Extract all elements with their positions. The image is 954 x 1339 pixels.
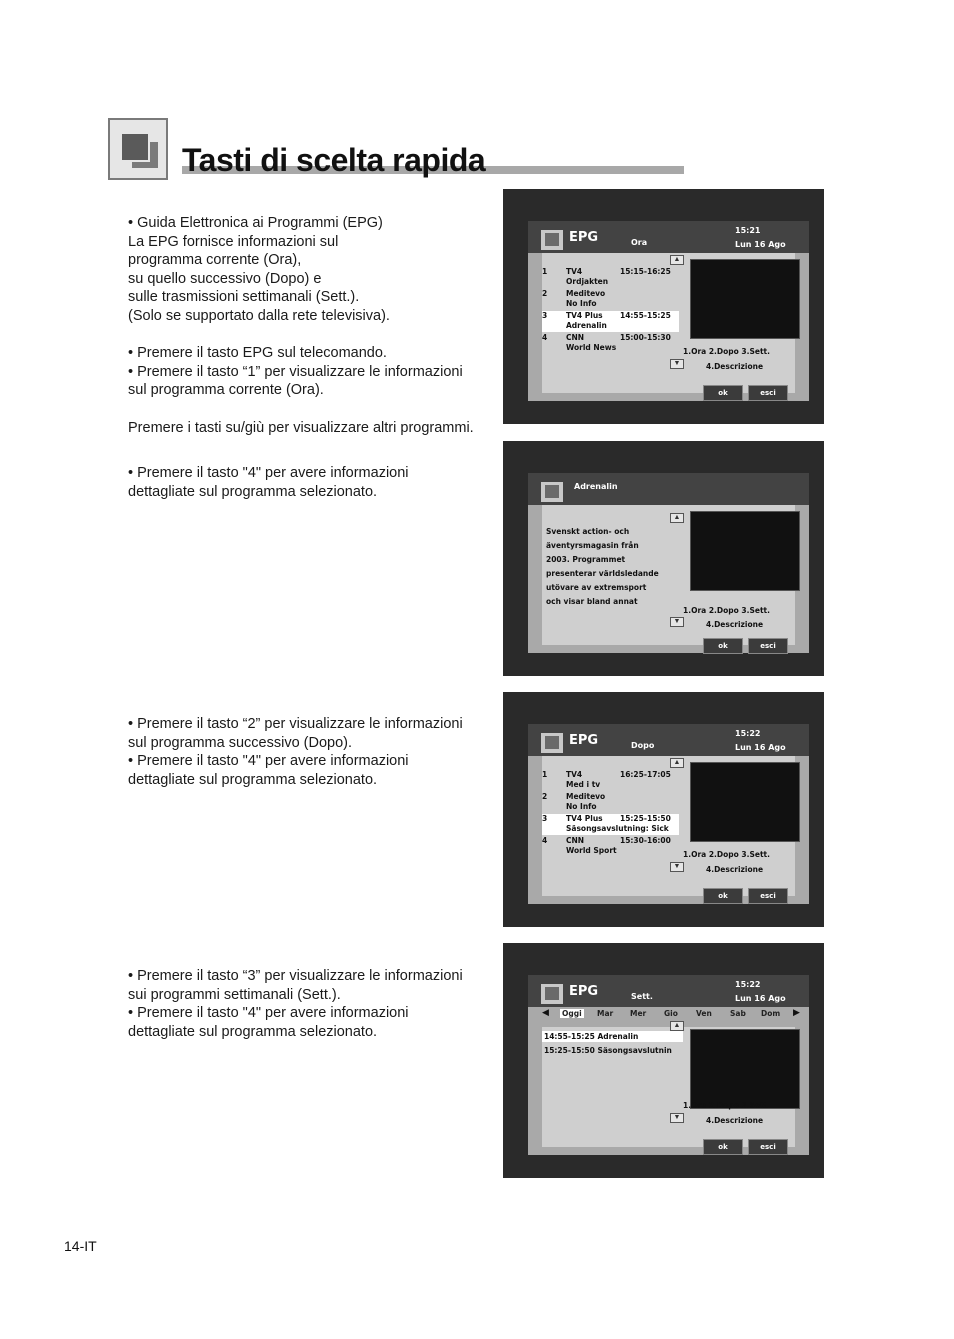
scroll-down-icon[interactable]: ▼ [670, 617, 684, 627]
day-tab[interactable]: Sab [730, 1009, 746, 1018]
epg-icon [541, 482, 563, 502]
text-line: La EPG fornisce informazioni sul [128, 233, 339, 250]
description-line: 2003. Programmet [546, 555, 626, 564]
description-line: äventyrsmagasin från [546, 541, 639, 550]
epg-icon [541, 984, 563, 1004]
scroll-up-icon[interactable]: ▲ [670, 758, 684, 768]
exit-button[interactable]: esci [748, 888, 788, 904]
text-line: • Premere il tasto EPG sul telecomando. [128, 345, 387, 362]
epg-label: EPG [569, 984, 599, 999]
list-item[interactable]: 1 TV4 15:15-16:25 Ordjakten [542, 267, 671, 286]
video-preview [690, 1029, 800, 1109]
text-line: Premere i tasti su/giù per visualizzare altri programmi. [128, 419, 474, 436]
instructions-sett [128, 967, 498, 1041]
text-line: • Premere il tasto “2” per visualizzare le informazioni [128, 716, 463, 732]
help-description: 4.Descrizione [706, 362, 764, 371]
day-tab-selected[interactable]: Oggi [562, 1009, 582, 1018]
description-line: och visar bland annat [546, 597, 638, 606]
mode-label: Dopo [631, 741, 655, 750]
scroll-down-icon[interactable]: ▼ [670, 862, 684, 872]
ok-button[interactable]: ok [703, 1139, 743, 1155]
help-description: 4.Descrizione [706, 1116, 764, 1125]
text-line: sui programmi settimanali (Sett.). [128, 986, 341, 1003]
program-title: Adrenalin [574, 482, 618, 491]
ok-button[interactable]: ok [703, 638, 743, 654]
help-description: 4.Descrizione [706, 620, 764, 629]
clock-date: Lun 16 Ago [735, 240, 786, 249]
prev-day-icon[interactable]: ◀ [542, 1007, 549, 1017]
clock-time: 15:22 [735, 729, 761, 738]
epg-label: EPG [569, 733, 599, 748]
scroll-up-icon[interactable]: ▲ [670, 513, 684, 523]
instructions-epg [128, 214, 498, 437]
mode-label: Ora [631, 238, 648, 247]
text-line: sul programma successivo (Dopo). [128, 734, 353, 751]
mode-label: Sett. [631, 992, 653, 1001]
page-title: Tasti di scelta rapida [182, 142, 486, 178]
text-line: (Solo se supportato dalla rete televisiva). [128, 307, 390, 324]
epg-dopo-screenshot [503, 692, 824, 927]
list-item[interactable]: 2 Meditevo No Info [542, 289, 606, 308]
epg-label: EPG [569, 230, 599, 245]
clock-time: 15:21 [735, 226, 761, 235]
day-tab[interactable]: Dom [761, 1009, 781, 1018]
next-day-icon[interactable]: ▶ [793, 1007, 800, 1017]
day-tab[interactable]: Gio [664, 1009, 678, 1018]
help-keys: 1.Ora 2.Dopo 3.Sett. [683, 850, 770, 859]
list-item-selected[interactable]: 3 TV4 Plus 15:25-15:50 Säsongsavslutning: Sick [542, 814, 679, 835]
ok-button[interactable]: ok [703, 888, 743, 904]
clock-date: Lun 16 Ago [735, 743, 786, 752]
text-line: • Premere il tasto "4" per avere informazioni [128, 753, 409, 770]
scroll-up-icon[interactable]: ▲ [670, 255, 684, 265]
video-preview [690, 259, 800, 339]
clock-time: 15:22 [735, 980, 761, 989]
help-keys: 1.Ora 2.Dopo 3.Sett. [683, 606, 770, 615]
text-line: • Premere il tasto "4" per avere informazioni [128, 1005, 409, 1022]
description-line: Svenskt action- och [546, 527, 630, 536]
instructions-dopo [128, 715, 498, 789]
list-item[interactable]: 1 TV4 16:25-17:05 Med i tv [542, 770, 671, 789]
day-tab[interactable]: Ven [696, 1009, 712, 1018]
instructions-description [128, 464, 498, 501]
exit-button[interactable]: esci [748, 1139, 788, 1155]
text-line: dettagliate sul programma selezionato. [128, 483, 378, 500]
list-item-selected[interactable]: 14:55-15:25 Adrenalin [542, 1031, 683, 1042]
exit-button[interactable]: esci [748, 638, 788, 654]
scroll-down-icon[interactable]: ▼ [670, 1113, 684, 1123]
text-line: • Premere il tasto “3” per visualizzare le informazioni [128, 968, 463, 984]
help-description: 4.Descrizione [706, 865, 764, 874]
video-preview [690, 511, 800, 591]
text-line: su quello successivo (Dopo) e [128, 270, 322, 287]
text-line: sulle trasmissioni settimanali (Sett.). [128, 289, 360, 306]
description-line: utövare av extremsport [546, 583, 647, 592]
ok-button[interactable]: ok [703, 385, 743, 401]
text-line: programma corrente (Ora), [128, 252, 302, 269]
list-item[interactable]: 4 CNN 15:00-15:30 World News [542, 333, 671, 352]
epg-sett-screenshot [503, 943, 824, 1178]
epg-ora-screenshot [503, 189, 824, 424]
text-line: dettagliate sul programma selezionato. [128, 1023, 378, 1040]
day-tab[interactable]: Mer [630, 1009, 647, 1018]
section-icon [108, 118, 168, 180]
exit-button[interactable]: esci [748, 385, 788, 401]
text-line: • Guida Elettronica ai Programmi (EPG) [128, 215, 383, 231]
epg-icon [541, 733, 563, 753]
day-tab[interactable]: Mar [597, 1009, 614, 1018]
help-keys: 1.Ora 2.Dopo 3.Sett. [683, 1101, 770, 1110]
epg-icon [541, 230, 563, 250]
list-item[interactable]: 15:25-15:50 Säsongsavslutnin [544, 1046, 672, 1055]
list-item-selected[interactable]: 3 TV4 Plus 14:55-15:25 Adrenalin [542, 311, 679, 332]
description-line: presenterar världsledande [546, 569, 659, 578]
clock-date: Lun 16 Ago [735, 994, 786, 1003]
scroll-down-icon[interactable]: ▼ [670, 359, 684, 369]
help-keys: 1.Ora 2.Dopo 3.Sett. [683, 347, 770, 356]
video-preview [690, 762, 800, 842]
list-item[interactable]: 4 CNN 15:30-16:00 World Sport [542, 836, 671, 855]
text-line: dettagliate sul programma selezionato. [128, 771, 378, 788]
text-line: • Premere il tasto “1” per visualizzare le informazioni [128, 363, 463, 380]
epg-description-screenshot [503, 441, 824, 676]
scroll-up-icon[interactable]: ▲ [670, 1021, 684, 1031]
page-number: 14-IT [64, 1238, 97, 1254]
text-line: • Premere il tasto "4" per avere informazioni [128, 465, 409, 481]
text-line: sul programma corrente (Ora). [128, 382, 324, 399]
list-item[interactable]: 2 Meditevo No Info [542, 792, 606, 811]
